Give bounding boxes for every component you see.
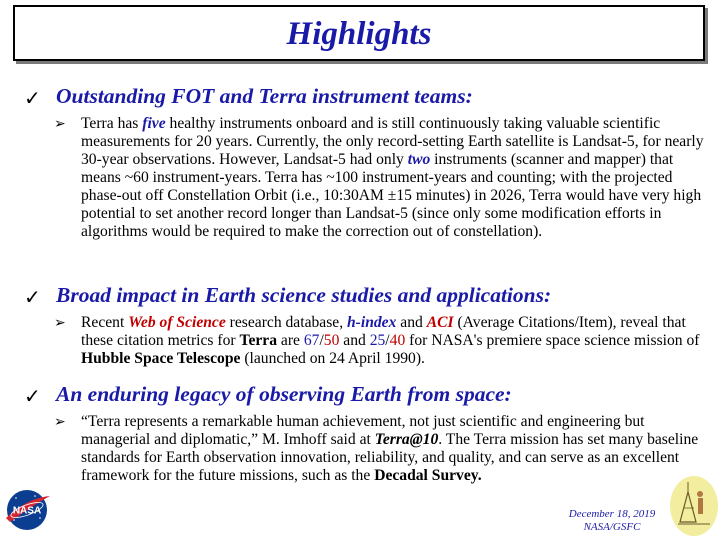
arrow-bullet-icon: ➢	[54, 414, 66, 430]
footer-org: NASA/GSFC	[583, 521, 641, 533]
section-heading: An enduring legacy of observing Earth from space:	[56, 382, 512, 406]
section-text: Recent Web of Science research database, h-index and ACI (Average Citations/Item), reveal that these citation metrics for Terra are 67/50 and 25/40 for NASA's premiere space science mission of Hubble Space Telescope (launched on 24 April 1990).	[81, 314, 700, 367]
page-title: Highlights	[286, 16, 432, 52]
section-heading: Broad impact in Earth science studies and applications:	[56, 283, 552, 307]
section-text: Terra has five healthy instruments onboard and is still continuously taking valuable scientific measurements for 20 years. Currently, the only record-setting Earth satellite is Landsat-5, for nearly 30-year observations. However, Landsat-5 had only two instruments (scanner and mapper) that means ~60 instrument-years. Terra has ~100 instrument-years and counting; with the projected phase-out off Constellation Orbit (i.e., 10:30AM ±15 minutes) in 2026, Terra would have very high potential to set another record longer than Landsat-5 (since only some modification efforts in algorithms would be required to make the correction out of constellation).	[81, 115, 704, 240]
footer	[560, 508, 664, 534]
svg-text:NASA: NASA	[12, 505, 42, 517]
checkmark-icon: ✓	[24, 86, 41, 110]
checkmark-icon: ✓	[24, 384, 41, 408]
section-text: “Terra represents a remarkable human achievement, not just scientific and engineering but managerial and diplomatic,” M. Imhoff said at Terra@10. The Terra mission has set many baseline standards for Earth observation innovation, reliability, and quality, and can serve as an excellent framework for the future missions, such as the Decadal Survey.	[81, 413, 699, 484]
terra-emblem	[666, 472, 718, 536]
arrow-bullet-icon: ➢	[54, 116, 66, 132]
title-box	[13, 5, 705, 61]
nasa-logo	[2, 488, 52, 532]
arrow-bullet-icon: ➢	[54, 315, 66, 331]
checkmark-icon: ✓	[24, 285, 41, 309]
section-heading: Outstanding FOT and Terra instrument teams:	[56, 84, 473, 108]
footer-date: December 18, 2019	[568, 508, 656, 520]
